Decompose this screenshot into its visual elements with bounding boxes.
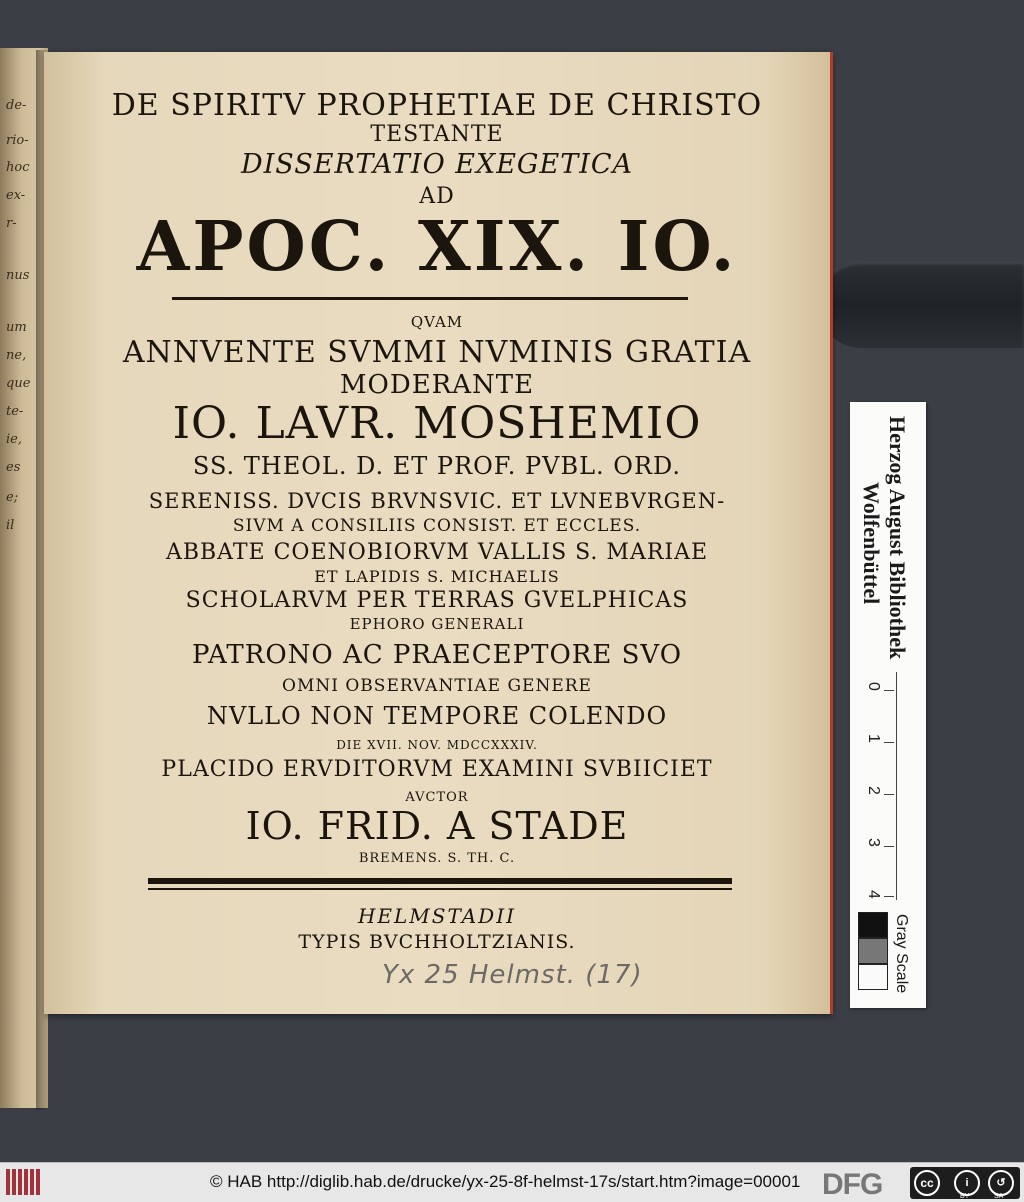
sa-share-alike-icon: ↺ bbox=[988, 1170, 1014, 1196]
gray-swatch-black bbox=[858, 912, 888, 938]
page-red-edge bbox=[830, 52, 833, 1014]
library-city: Wolfenbüttel bbox=[859, 482, 884, 605]
title-line-19: NVLLO NON TEMPORE COLENDO bbox=[206, 702, 668, 730]
title-line-3: DISSERTATIO EXEGETICA bbox=[240, 149, 634, 180]
ruler-number: 1 bbox=[865, 734, 882, 743]
cc-license-badge[interactable] bbox=[910, 1167, 1020, 1199]
library-name: Herzog August Bibliothek bbox=[885, 416, 910, 660]
title-line-2: TESTANTE bbox=[370, 122, 504, 147]
title-line-12: SIVM A CONSILIIS CONSIST. ET ECCLES. bbox=[232, 516, 642, 536]
title-line-24: BREMENS. S. TH. C. bbox=[358, 851, 516, 866]
ruler-tick bbox=[884, 794, 894, 795]
ruler-tick bbox=[884, 690, 894, 691]
imprint-printer: TYPIS BVCHHOLTZIANIS. bbox=[298, 931, 576, 953]
title-line-21: PLACIDO ERVDITORVM EXAMINI SVBIICIET bbox=[161, 757, 713, 782]
cc-by-text: BY bbox=[960, 1193, 970, 1200]
prev-page-fragment: ne, bbox=[6, 348, 27, 363]
prev-page-fragment: rio- bbox=[6, 133, 29, 148]
gray-swatch-gray bbox=[858, 938, 888, 964]
ruler-tick bbox=[884, 742, 894, 743]
title-line-22: AVCTOR bbox=[405, 790, 469, 805]
by-person-icon: i bbox=[954, 1170, 980, 1196]
prev-page-fragment: ex- bbox=[6, 188, 26, 203]
double-rule-thick bbox=[148, 878, 732, 884]
barcode-icon bbox=[6, 1169, 40, 1195]
title-line-7: ANNVENTE SVMMI NVMINIS GRATIA bbox=[122, 335, 752, 370]
dfg-logo[interactable]: DFG bbox=[822, 1168, 883, 1201]
ruler-number: 4 bbox=[865, 890, 882, 899]
cc-icon: cc bbox=[914, 1170, 940, 1196]
prev-page-fragment: ie, bbox=[6, 432, 22, 447]
measurement-ruler bbox=[896, 672, 897, 900]
viewer-footer bbox=[0, 1162, 1024, 1202]
cc-sa-text: SA bbox=[994, 1193, 1004, 1200]
copyright-link[interactable]: © HAB http://diglib.hab.de/drucke/yx-25-8f-helmst-17s/start.htm?image=00001 bbox=[210, 1172, 801, 1191]
title-page bbox=[44, 52, 830, 1014]
title-line-8: MODERANTE bbox=[339, 370, 535, 400]
prev-page-fragment: il bbox=[6, 518, 15, 533]
imprint-place: HELMSTADII bbox=[357, 904, 517, 928]
prev-page-fragment: hoc bbox=[6, 160, 30, 175]
title-line-14: ET LAPIDIS S. MICHAELIS bbox=[314, 567, 560, 586]
gray-swatch-white bbox=[858, 964, 888, 990]
prev-page-fragment: de- bbox=[6, 98, 27, 113]
prev-page-fragment: r- bbox=[6, 216, 17, 231]
handwritten-shelfmark: Yx 25 Helmst. (17) bbox=[382, 960, 643, 990]
ruler-number: 3 bbox=[865, 838, 882, 847]
library-color-label bbox=[850, 402, 926, 1008]
main-title: APOC. XIX. IO. bbox=[136, 207, 738, 287]
title-line-4: AD bbox=[419, 184, 455, 209]
title-line-17: PATRONO AC PRAECEPTORE SVO bbox=[191, 640, 683, 670]
double-rule-thin bbox=[148, 888, 732, 890]
ruler-number: 0 bbox=[865, 682, 882, 691]
title-line-6: QVAM bbox=[410, 313, 464, 331]
ruler-number: 2 bbox=[865, 786, 882, 795]
date-line: DIE XVII. NOV. MDCCXXXIV. bbox=[336, 738, 538, 752]
bookmark-ribbon bbox=[818, 262, 1024, 348]
prev-page-fragment: es bbox=[6, 460, 21, 475]
title-line-10: SS. THEOL. D. ET PROF. PVBL. ORD. bbox=[192, 452, 682, 480]
ruler-tick bbox=[884, 896, 894, 897]
prev-page-fragment: e; bbox=[6, 490, 19, 505]
title-line-11: SERENISS. DVCIS BRVNSVIC. ET LVNEBVRGEN- bbox=[148, 489, 726, 513]
prev-page-fragment: que bbox=[6, 376, 31, 391]
title-line-15: SCHOLARVM PER TERRAS GVELPHICAS bbox=[185, 588, 689, 613]
prev-page-fragment: te- bbox=[6, 404, 24, 419]
prev-page-fragment: um bbox=[6, 320, 27, 335]
title-line-16: EPHORO GENERALI bbox=[349, 615, 525, 633]
title-rule bbox=[172, 297, 688, 300]
praeses-name: IO. LAVR. MOSHEMIO bbox=[172, 398, 702, 449]
title-line-1: DE SPIRITV PROPHETIAE DE CHRISTO bbox=[111, 88, 763, 123]
author-name: IO. FRID. A STADE bbox=[245, 804, 629, 848]
ruler-tick bbox=[884, 846, 894, 847]
title-line-13: ABBATE COENOBIORVM VALLIS S. MARIAE bbox=[165, 540, 709, 565]
title-line-18: OMNI OBSERVANTIAE GENERE bbox=[282, 676, 592, 696]
prev-page-fragment: nus bbox=[6, 268, 30, 283]
gray-scale-label: Gray Scale bbox=[893, 914, 910, 994]
